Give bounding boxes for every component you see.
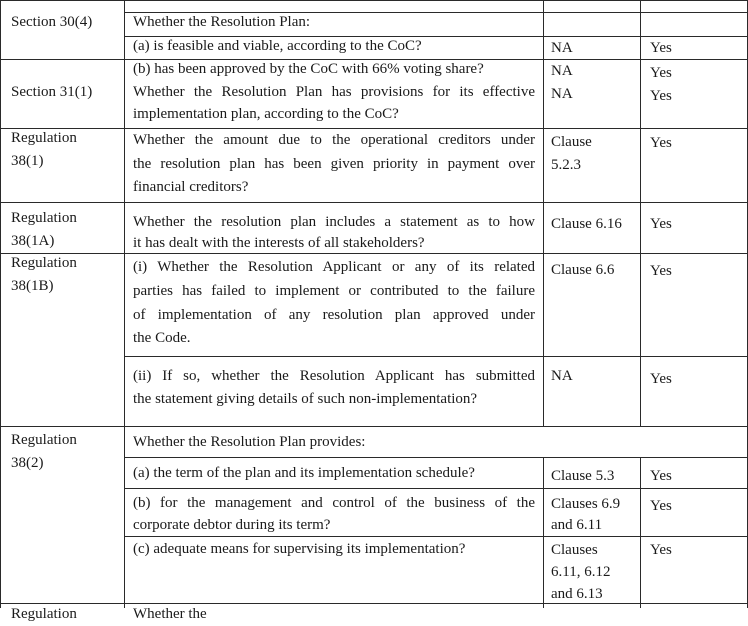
s30-a-reference: NA: [551, 40, 573, 56]
r38-2-b-line-2: corporate debtor during its term?: [133, 517, 331, 533]
rule-r38-2-a: [124, 488, 748, 489]
rule-left-edge: [0, 0, 1, 608]
r38-1b-i-line-2: parties has failed to implement or contributed to the failure: [133, 283, 535, 299]
reg-38-2-label-line-1: Regulation: [11, 432, 77, 448]
reg-38-1b-label-line-1: Regulation: [11, 255, 77, 271]
rule-top: [0, 0, 748, 1]
rule-r38-1: [0, 202, 748, 203]
reg-38-1a-label-line-1: Regulation: [11, 210, 77, 226]
rule-col-2-a: [543, 0, 544, 426]
r38-1a-answer: Yes: [650, 216, 672, 232]
r38-1a-question-line-1: Whether the resolution plan includes a statement as to how: [133, 214, 535, 230]
r38-2-b-reference-line-1: Clauses 6.9: [551, 496, 621, 512]
r38-1-reference-line-1: Clause: [551, 134, 592, 150]
r38-2-c-reference-line-3: and 6.13: [551, 586, 603, 602]
r38-2-c-reference-line-1: Clauses: [551, 542, 598, 558]
rule-col-3-a: [640, 0, 641, 426]
reg-38-1b-label-line-2: 38(1B): [11, 278, 54, 294]
r38-2-a-answer: Yes: [650, 468, 672, 484]
r38-1a-question-line-2: it has dealt with the interests of all stakeholders?: [133, 235, 425, 251]
s31-question-line-2: implementation plan, according to the CoC?: [133, 106, 399, 122]
s30-a-answer: Yes: [650, 40, 672, 56]
s31-question-line-1: Whether the Resolution Plan has provisions for its effective: [133, 84, 535, 100]
s30-header-text: Whether the Resolution Plan:: [133, 14, 311, 30]
reg-38-2-label-line-2: 38(2): [11, 455, 44, 471]
rule-r38-1b-i: [124, 356, 748, 357]
s30-b-question: (b) has been approved by the CoC with 66% voting share?: [133, 61, 484, 77]
s30-a-question: (a) is feasible and viable, according to the CoC?: [133, 38, 422, 54]
r38-2-b-answer: Yes: [650, 498, 672, 514]
r38-1b-ii-line-2: the statement giving details of such non-implementation?: [133, 391, 478, 407]
r38-1b-i-answer: Yes: [650, 263, 672, 279]
r38-2-a-question: (a) the term of the plan and its implementation schedule?: [133, 465, 475, 481]
rule-col-1: [124, 0, 125, 608]
rule-r38-2-c: [0, 603, 748, 604]
r38-1-question-line-2: the resolution plan has been given priority in payment over: [133, 156, 535, 172]
reg-38-1-label-line-1: Regulation: [11, 130, 77, 146]
r38-1-question-line-3: financial creditors?: [133, 179, 249, 195]
section-31-1-label: Section 31(1): [11, 84, 93, 100]
next-row-section-partial: Regulation: [11, 606, 77, 622]
r38-1b-ii-reference: NA: [551, 368, 573, 384]
rule-col-3-b: [640, 457, 641, 608]
r38-1-question-line-1: Whether the amount due to the operational creditors under: [133, 132, 535, 148]
rule-r38-1b-ii: [0, 426, 748, 427]
s31-answer: Yes: [650, 88, 672, 104]
r38-1b-i-reference: Clause 6.6: [551, 262, 615, 278]
r38-2-header: Whether the Resolution Plan provides:: [133, 434, 366, 450]
r38-1-reference-line-2: 5.2.3: [551, 157, 581, 173]
section-30-4-label: Section 30(4): [11, 14, 93, 30]
rule-col-2-b: [543, 457, 544, 608]
next-row-question-partial: Whether the: [133, 606, 207, 622]
r38-2-c-question: (c) adequate means for supervising its implementation?: [133, 541, 466, 557]
reg-38-1-label-line-2: 38(1): [11, 153, 44, 169]
s30-b-reference: NA: [551, 63, 573, 79]
r38-2-a-reference: Clause 5.3: [551, 468, 615, 484]
r38-1b-i-line-3: of implementation of any resolution plan approved under: [133, 307, 535, 323]
r38-1b-i-line-1: (i) Whether the Resolution Applicant or any of its related: [133, 259, 535, 275]
r38-2-c-reference-line-2: 6.11, 6.12: [551, 564, 611, 580]
rule-r38-2-head: [124, 457, 748, 458]
r38-1a-reference: Clause 6.16: [551, 216, 622, 232]
s31-reference: NA: [551, 86, 573, 102]
rule-s31: [0, 128, 748, 129]
reg-38-1a-label-line-2: 38(1A): [11, 233, 55, 249]
r38-1b-ii-answer: Yes: [650, 371, 672, 387]
r38-1b-i-line-4: the Code.: [133, 330, 191, 346]
r38-2-b-reference-line-2: and 6.11: [551, 517, 603, 533]
s30-b-answer: Yes: [650, 65, 672, 81]
r38-1b-ii-line-1: (ii) If so, whether the Resolution Applicant has submitted: [133, 368, 535, 384]
r38-2-c-answer: Yes: [650, 542, 672, 558]
r38-1-answer: Yes: [650, 135, 672, 151]
r38-2-b-line-1: (b) for the management and control of the business of the: [133, 495, 535, 511]
